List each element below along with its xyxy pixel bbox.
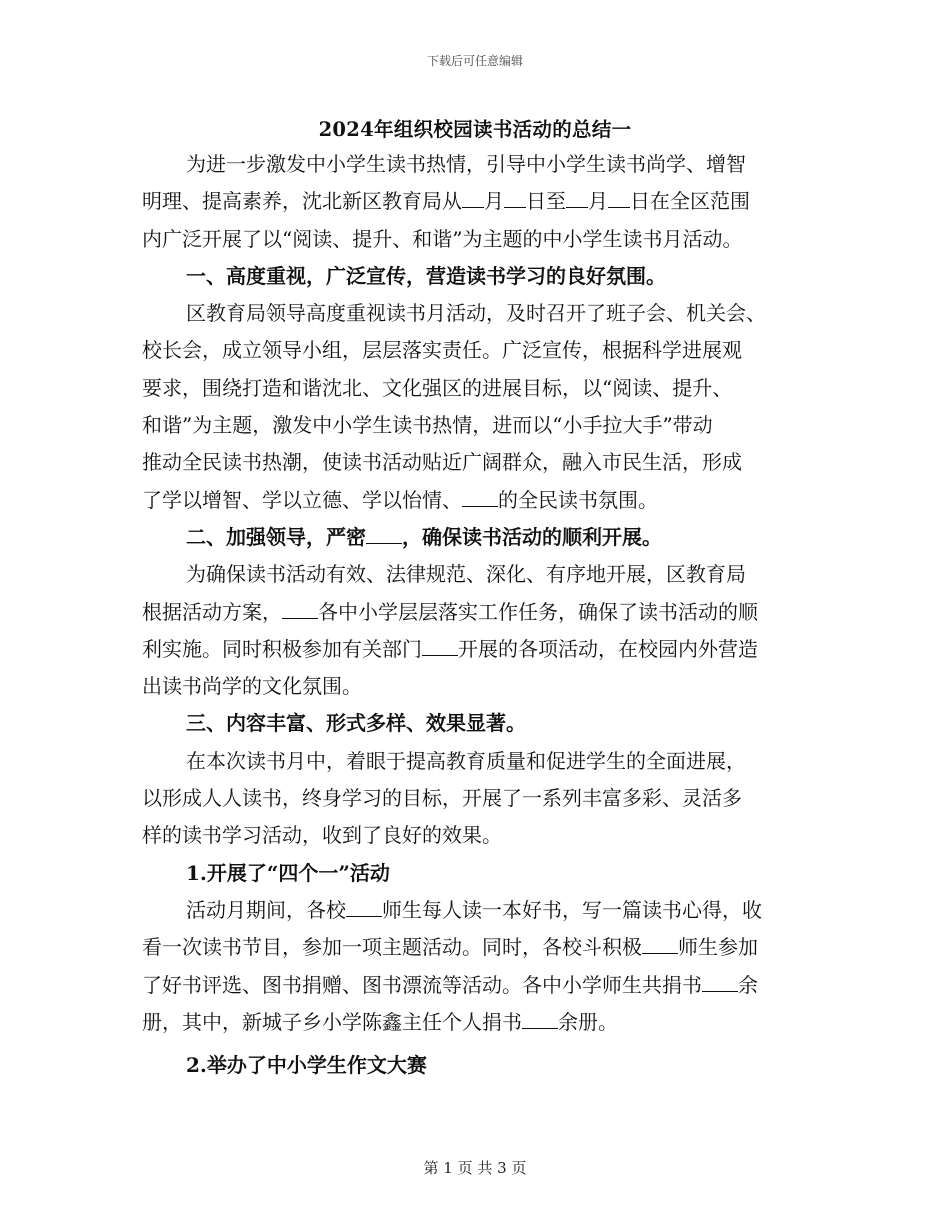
blank-underline — [608, 185, 630, 208]
blank-underline — [702, 969, 738, 992]
document-title: 2024年组织校园读书活动的总结一 — [318, 118, 632, 141]
section-heading: 二、加强领导，严密 ，确保读书活动的顺利开展。 — [142, 519, 822, 556]
paragraph-line: 活动月期间，各校 师生每人读一本好书，写一篇读书心得，收 — [142, 892, 822, 929]
section-heading: 三、内容丰富、形式多样、效果显著。 — [186, 711, 526, 736]
header-note: 下载后可任意编辑 — [426, 54, 523, 68]
blank-underline — [282, 596, 318, 619]
document-body — [142, 146, 822, 1084]
paragraph-line: 明理、提高素养，沈北新区教育局从 月 日至 月 日在全区范围 — [142, 183, 822, 220]
paragraph-line: 样的读书学习活动，收到了良好的效果。 — [142, 823, 502, 848]
blank-underline — [346, 894, 382, 917]
paragraph-line: 和谐”为主题，激发中小学生读书热情，进而以“小手拉大手”带动 — [142, 413, 713, 438]
paragraph-line: 区教育局领导高度重视读书月活动，及时召开了班子会、机关会、 — [186, 301, 766, 326]
paragraph-line: 内广泛开展了以“阅读、提升、和谐”为主题的中小学生读书月活动。 — [142, 226, 743, 251]
paragraph-line: 以形成人人读书，终身学习的目标，开展了一系列丰富多彩、灵活多 — [142, 786, 742, 811]
section-heading: 一、高度重视，广泛宣传，营造读书学习的良好氛围。 — [186, 263, 666, 288]
paragraph-line: 校长会，成立领导小组，层层落实责任。广泛宣传，根据科学进展观 — [142, 338, 742, 363]
paragraph-line: 册，其中，新城子乡小学陈鑫主任个人捐书 余册。 — [142, 1004, 822, 1041]
subsection-heading: 1.开展了“四个一”活动 — [186, 860, 390, 885]
page-number: 第 1 页 共 3 页 — [423, 1159, 527, 1177]
paragraph-line: 要求，围绕打造和谐沈北、文化强区的进展目标，以“阅读、提升、 — [142, 375, 733, 400]
blank-underline — [462, 484, 498, 507]
subsection-heading: 2.举办了中小学生作文大赛 — [186, 1053, 427, 1078]
blank-underline — [642, 931, 678, 954]
blank-underline — [566, 185, 588, 208]
paragraph-line: 出读书尚学的文化氛围。 — [142, 674, 362, 699]
paragraph-line: 利实施。同时积极参加有关部门 开展的各项活动，在校园内外营造 — [142, 631, 822, 668]
paragraph-line: 为进一步激发中小学生读书热情，引导中小学生读书尚学、增智 — [186, 152, 746, 176]
blank-underline — [422, 633, 458, 656]
paragraph-line: 了学以增智、学以立德、学以怡情、 的全民读书氛围。 — [142, 482, 822, 519]
paragraph-line: 为确保读书活动有效、法律规范、深化、有序地开展，区教育局 — [186, 562, 746, 587]
blank-underline — [366, 521, 402, 544]
paragraph-line: 根据活动方案， 各中小学层层落实工作任务，确保了读书活动的顺 — [142, 594, 822, 631]
paragraph-line: 在本次读书月中，着眼于提高教育质量和促进学生的全面进展， — [186, 748, 746, 773]
blank-underline — [504, 185, 526, 208]
paragraph-line: 推动全民读书热潮，使读书活动贴近广阔群众，融入市民生活，形成 — [142, 450, 742, 475]
blank-underline — [522, 1006, 558, 1029]
paragraph-line: 看一次读书节目，参加一项主题活动。同时，各校斗积极 师生参加 — [142, 929, 822, 966]
paragraph-line: 了好书评选、图书捐赠、图书漂流等活动。各中小学师生共捐书 余 — [142, 967, 822, 1004]
blank-underline — [462, 185, 484, 208]
